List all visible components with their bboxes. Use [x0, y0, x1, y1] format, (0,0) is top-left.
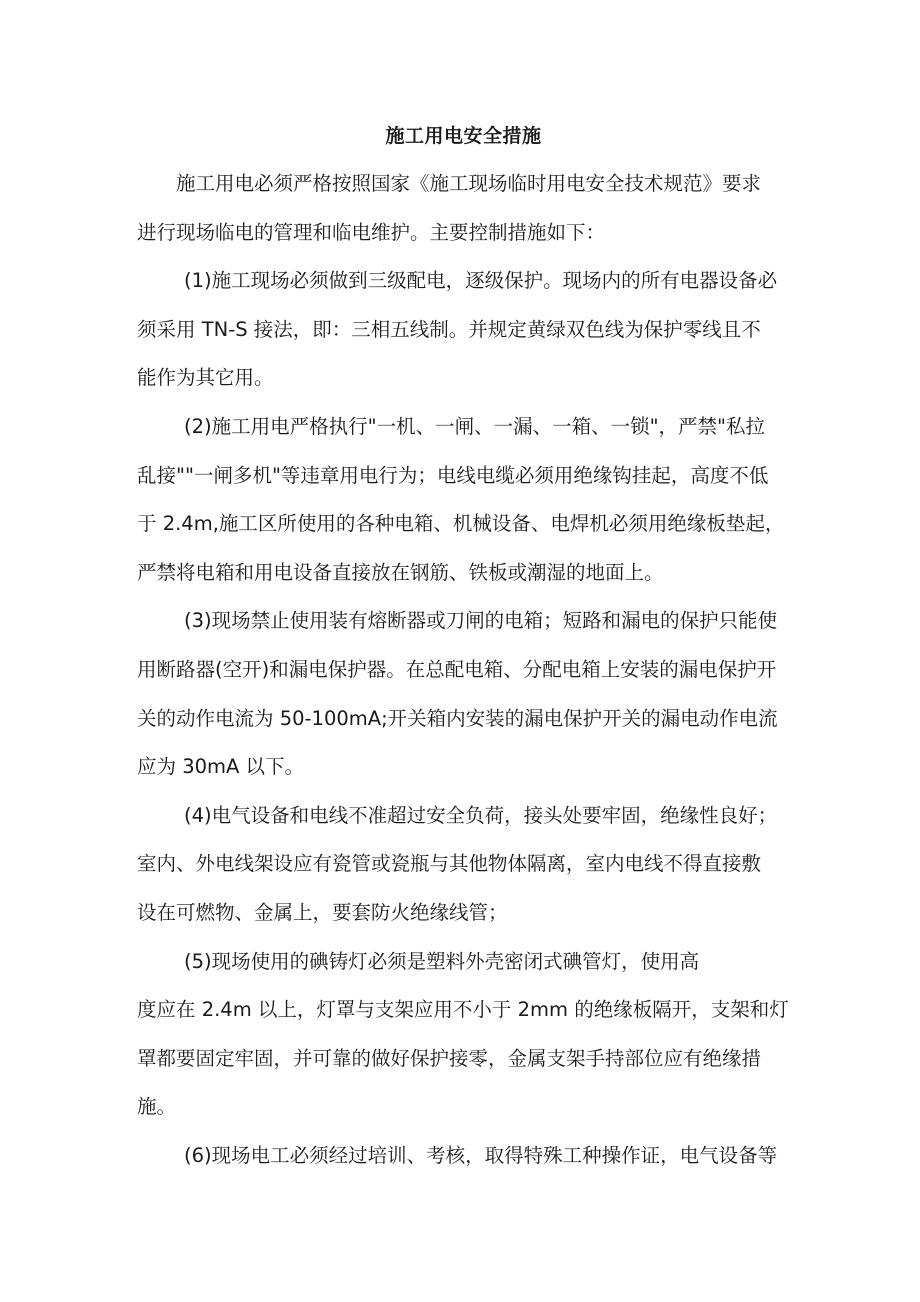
item-line: (3)现场禁止使用装有熔断器或刀闸的电箱；短路和漏电的保护只能使: [184, 609, 778, 633]
item-line: (6)现场电工必须经过培训、考核，取得特殊工种操作证，电气设备等: [184, 1143, 778, 1167]
item-line: 须采用 TN-S 接法，即：三相五线制。并规定黄绿双色线为保护零线且不: [137, 317, 761, 341]
document-title: 施工用电安全措施: [385, 125, 542, 147]
item-line: 罩都要固定牢固，并可靠的做好保护接零，金属支架手持部位应有绝缘措: [137, 1046, 762, 1070]
item-line: 室内、外电线架设应有瓷管或瓷瓶与其他物体隔离，室内电线不得直接敷: [137, 852, 762, 876]
intro-line: 施工用电必须严格按照国家《施工现场临时用电安全技术规范》要求: [176, 172, 762, 195]
item-line: 严禁将电箱和用电设备直接放在钢筋、铁板或潮湿的地面上。: [137, 560, 664, 584]
item-line: (1)施工现场必须做到三级配电，逐级保护。现场内的所有电器设备必: [184, 269, 778, 293]
item-line: (4)电气设备和电线不准超过安全负荷，接头处要牢固，绝缘性良好；: [184, 803, 778, 827]
item-line: 设在可燃物、金属上，要套防火绝缘线管；: [137, 900, 508, 924]
item-line: 施。: [137, 1095, 177, 1119]
intro-paragraph: [137, 160, 790, 257]
measure-item-1: [137, 257, 790, 403]
measure-item-3: [137, 597, 790, 791]
item-line: 乱接""一闸多机"等违章用电行为；电线电缆必须用绝缘钩挂起，高度不低: [137, 463, 769, 487]
intro-line: 进行现场临电的管理和临电维护。主要控制措施如下：: [137, 220, 606, 244]
item-line: 度应在 2.4m 以上，灯罩与支架应用不小于 2mm 的绝缘板隔开，支架和灯: [137, 998, 789, 1022]
item-line: 关的动作电流为 50-100mA;开关箱内安装的漏电保护开关的漏电动作电流: [137, 706, 778, 730]
item-line: (5)现场使用的碘铸灯必须是塑料外壳密闭式碘管灯，使用高: [184, 949, 700, 973]
item-line: (2)施工用电严格执行"一机、一闸、一漏、一箱、一锁"，严禁"私拉: [184, 414, 766, 438]
item-line: 能作为其它用。: [137, 366, 274, 390]
item-line: 用断路器(空开)和漏电保护器。在总配电箱、分配电箱上安装的漏电保护开: [137, 657, 777, 681]
measure-item-4: [137, 792, 790, 938]
item-line: 应为 30mA 以下。: [137, 755, 305, 779]
item-line: 于 2.4m,施工区所使用的各种电箱、机械设备、电焊机必须用绝缘板垫起，: [137, 512, 785, 536]
measure-item-5: [137, 938, 790, 1132]
measure-item-6: [137, 1132, 790, 1181]
measure-item-2: [137, 403, 790, 597]
